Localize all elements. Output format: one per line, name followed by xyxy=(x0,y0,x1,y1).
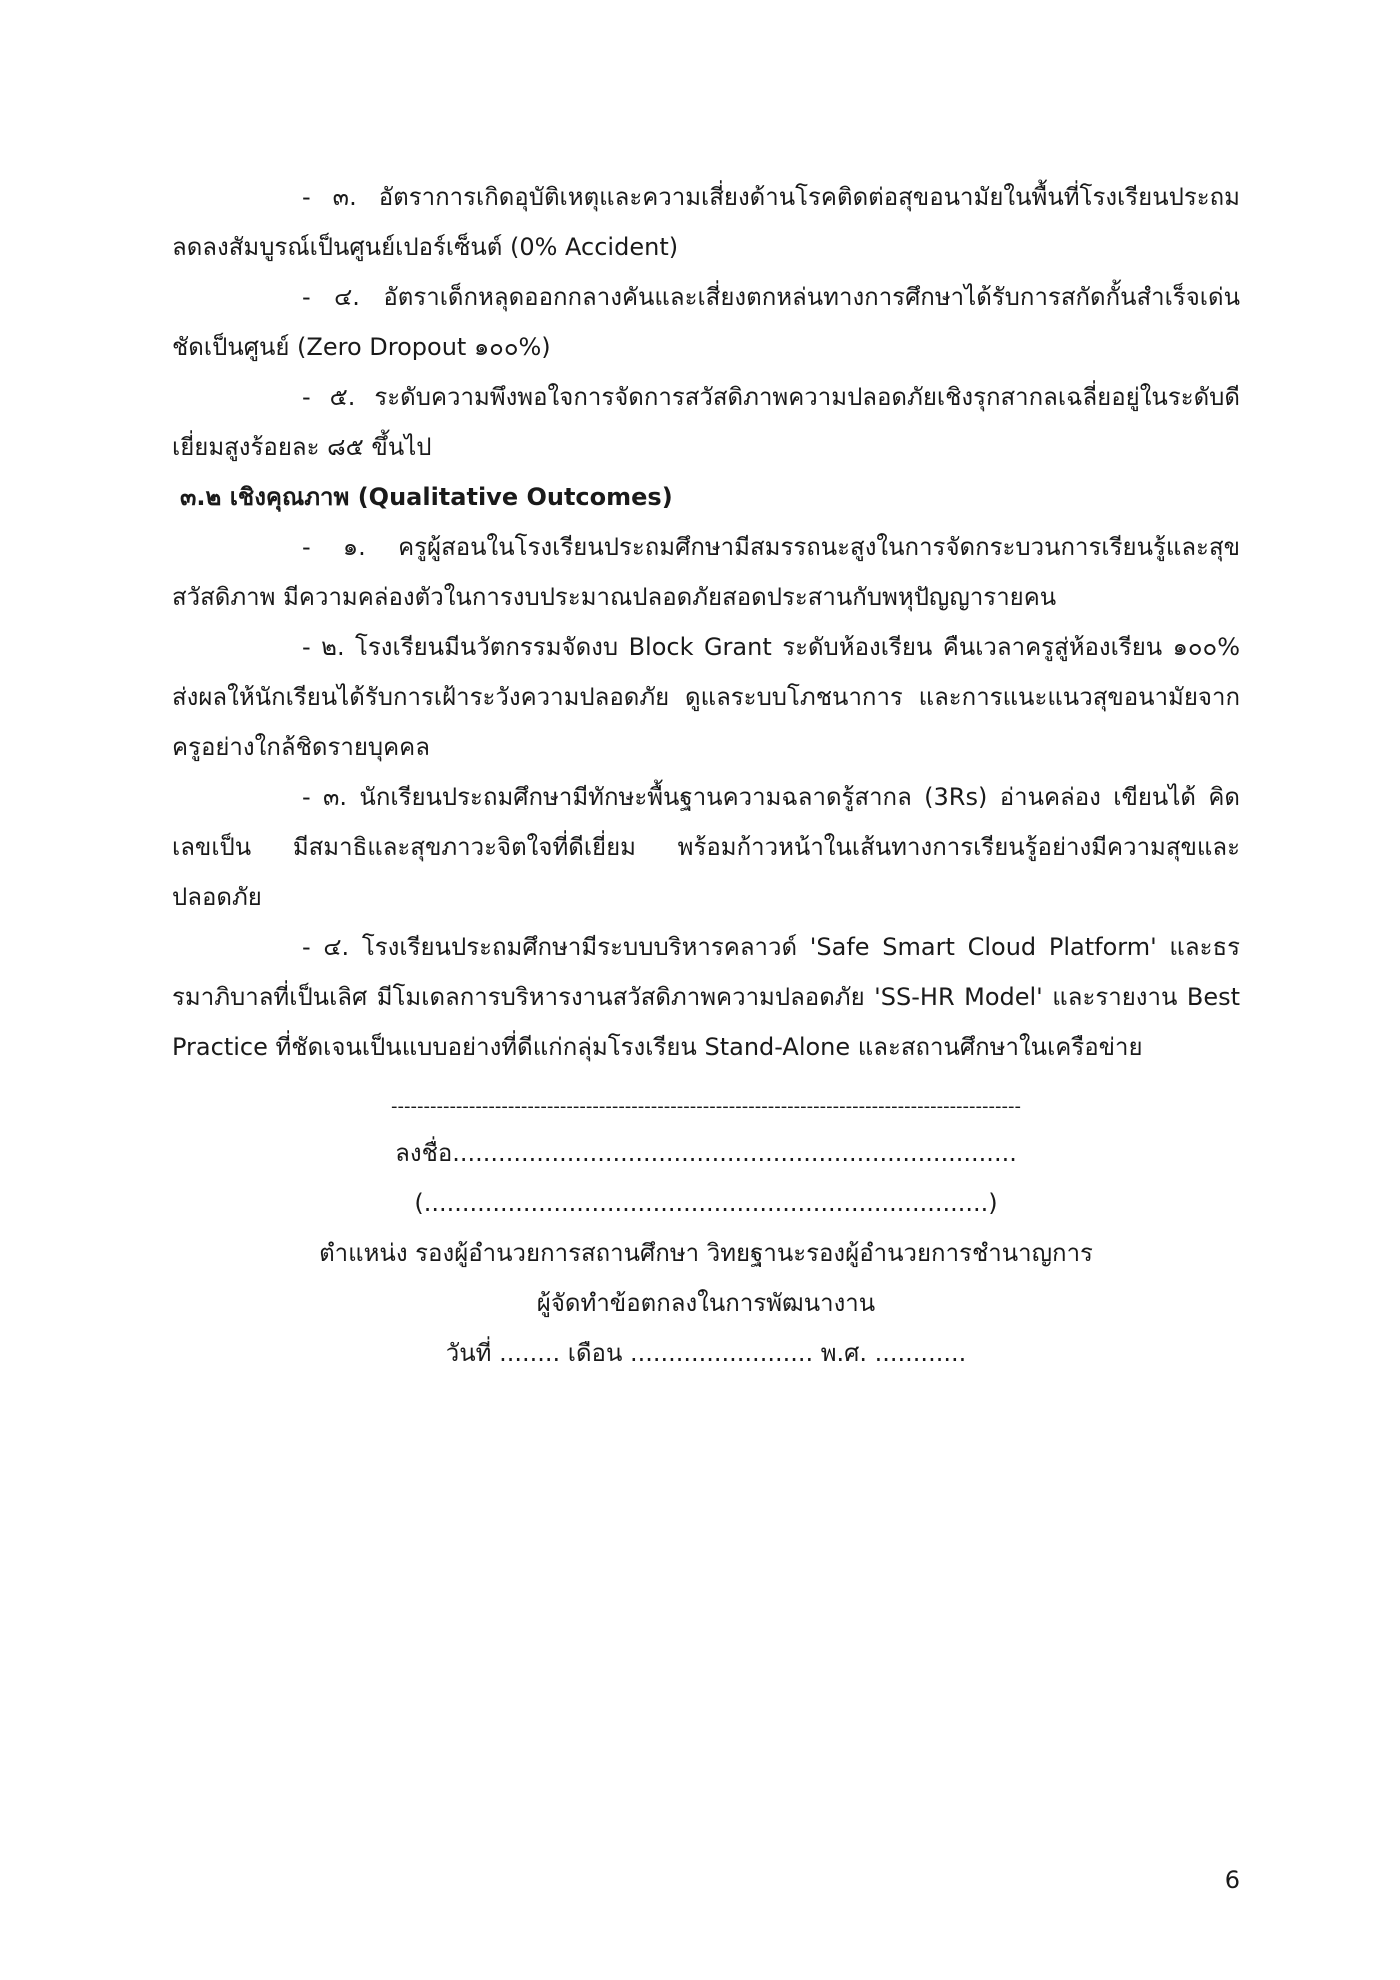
section-divider: ------------------------------------------------------------------------------------------------- xyxy=(390,1096,1022,1117)
document-body xyxy=(172,172,1240,1378)
qualitative-item-1: - ๑. ครูผู้สอนในโรงเรียนประถมศึกษามีสมรรถนะสูงในการจัดกระบวนการเรียนรู้และสุขสวัสดิภาพ มีความคล่องตัวในการงบประมาณปลอดภัยสอดประสานกับพหุปัญญารายคน xyxy=(172,533,1240,611)
signature-date-line: วันที่ ........ เดือน ........................ พ.ศ. ............ xyxy=(445,1339,967,1367)
signer-role: ผู้จัดทำข้อตกลงในการพัฒนางาน xyxy=(536,1289,876,1317)
signature-line: ลงชื่อ.......................................................................... xyxy=(395,1139,1017,1167)
qualitative-item-4: - ๔. โรงเรียนประถมศึกษามีระบบบริหารคลาวด์ 'Safe Smart Cloud Platform' และธรรมาภิบาลที่เป็นเลิศ มีโมเดลการบริหารงานสวัสดิภาพความปลอดภัย 'SS-HR Model' และรายงาน Best Practice ที่ชัดเจนเป็นแบบอย่างที่ดีแก่กลุ่มโรงเรียน Stand-Alone และสถานศึกษาในเครือข่าย xyxy=(172,933,1240,1061)
page-number: 6 xyxy=(1224,1866,1240,1894)
qualitative-heading: ๓.๒ เชิงคุณภาพ (Qualitative Outcomes) xyxy=(180,483,673,511)
quantitative-item-3: - ๓. อัตราการเกิดอุบัติเหตุและความเสี่ยงด้านโรคติดต่อสุขอนามัยในพื้นที่โรงเรียนประถมลดลงสัมบูรณ์เป็นศูนย์เปอร์เซ็นต์ (0% Accident) xyxy=(172,183,1240,261)
signature-block xyxy=(172,1128,1240,1378)
quantitative-item-4: - ๔. อัตราเด็กหลุดออกกลางคันและเสี่ยงตกหล่นทางการศึกษาได้รับการสกัดกั้นสำเร็จเด่นชัดเป็นศูนย์ (Zero Dropout ๑๐๐%) xyxy=(172,283,1240,361)
quantitative-item-5: - ๕. ระดับความพึงพอใจการจัดการสวัสดิภาพความปลอดภัยเชิงรุกสากลเฉลี่ยอยู่ในระดับดีเยี่ยมสูงร้อยละ ๘๕ ขึ้นไป xyxy=(172,383,1240,461)
qualitative-item-2: - ๒. โรงเรียนมีนวัตกรรมจัดงบ Block Grant ระดับห้องเรียน คืนเวลาครูสู่ห้องเรียน ๑๐๐% ส่งผลให้นักเรียนได้รับการเฝ้าระวังความปลอดภัย ดูแลระบบโภชนาการ และการแนะแนวสุขอนามัยจากครูอย่างใกล้ชิดรายบุคคล xyxy=(172,633,1240,761)
signer-name-line: (..........................................................................) xyxy=(414,1189,998,1217)
qualitative-item-3: - ๓. นักเรียนประถมศึกษามีทักษะพื้นฐานความฉลาดรู้สากล (3Rs) อ่านคล่อง เขียนได้ คิดเลขเป็น มีสมาธิและสุขภาวะจิตใจที่ดีเยี่ยม พร้อมก้าวหน้าในเส้นทางการเรียนรู้อย่างมีความสุขและปลอดภัย xyxy=(172,783,1240,911)
signer-position: ตำแหน่ง รองผู้อำนวยการสถานศึกษา วิทยฐานะรองผู้อำนวยการชำนาญการ xyxy=(319,1239,1093,1267)
